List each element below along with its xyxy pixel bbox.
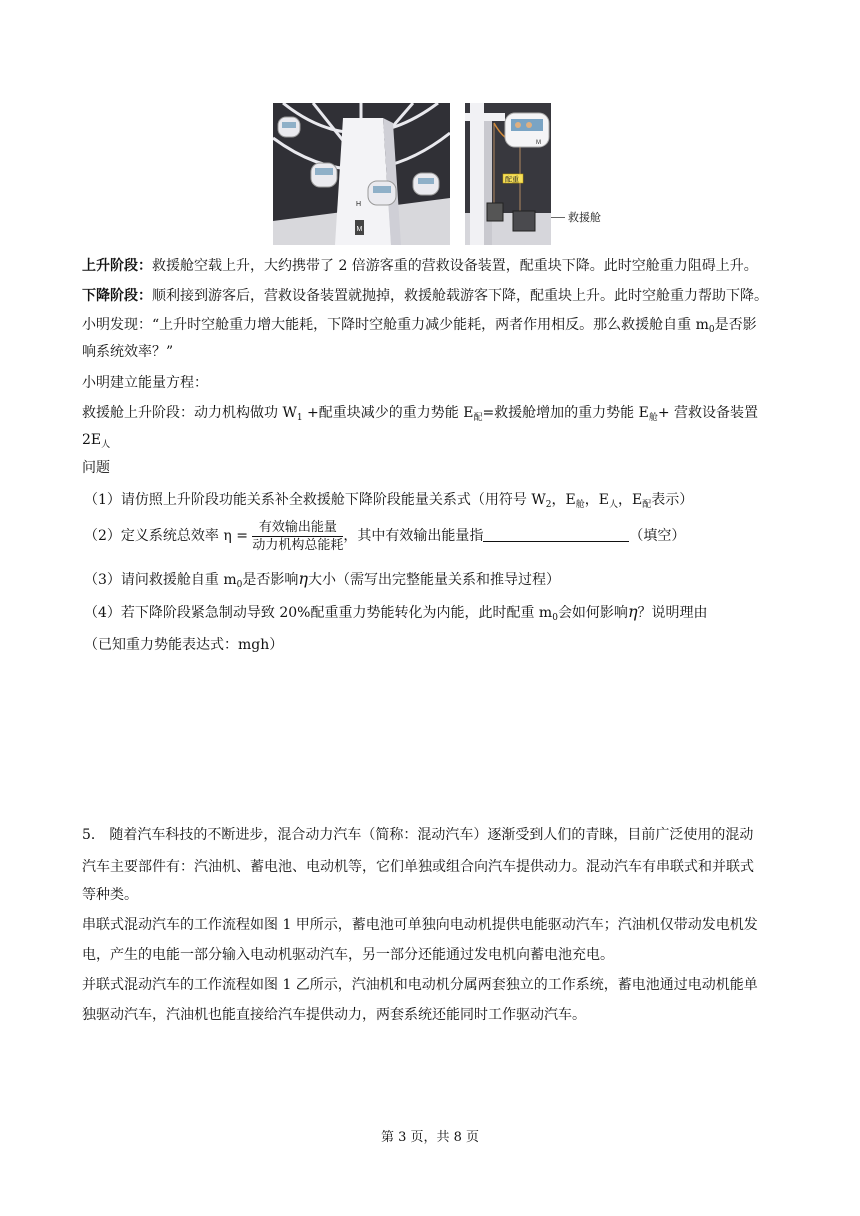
question-4: （4）若下降阶段紧急制动导致 20%配重重力势能转化为内能，此时配重 $m_0$会如何影响η？说明理由 <box>84 602 708 623</box>
problem-5-line-4: 串联式混动汽车的工作流程如图 1 甲所示，蓄电池可单独向电动机提供电能驱动汽车；汽油机仅带动发电机发 <box>82 917 758 933</box>
down-stage-line <box>82 286 768 306</box>
problem-5-line-2: 汽车主要部件有：汽油机、蓄电池、电动机等，它们单独或组合向汽车提供动力。混动汽车有串联式和并联式 <box>82 859 754 875</box>
ferris-wheel-drawing <box>273 103 450 245</box>
ferris-wheel-figure <box>273 103 450 245</box>
rescue-cabin-figure <box>465 103 551 245</box>
ming-build-line: 小明建立能量方程： <box>82 375 208 391</box>
question-2: （2）定义系统总效率 η = $\frac{\text{有效输出能量}}{\text{动力机构总能耗}}$ ，其中有效输出能量指 （填空） <box>84 519 686 553</box>
rescue-cabin-label: 救援舱 <box>568 211 601 224</box>
question-4-note: （已知重力势能表达式：mgh） <box>84 637 284 653</box>
up-stage-label: 上升阶段： <box>82 258 152 274</box>
down-stage-label: 下降阶段： <box>82 288 152 304</box>
problem-5-line-1: 5． 随着汽车科技的不断进步，混合动力汽车（简称：混动汽车）逐渐受到人们的青睐，目前广泛使用的混动 <box>82 827 754 843</box>
energy-equation-line-2: $2E_人$ <box>82 432 111 450</box>
fraction-denominator: 动力机构总能耗 <box>252 537 344 553</box>
rescue-cabin-drawing <box>465 103 551 245</box>
question-heading: 问题 <box>82 460 110 476</box>
energy-equation-line-1: 救援舱上升阶段：动力机构做功 $W_1$ +配重块减少的重力势能 $E_配=$救援舱增加的重力势能 $E_舱+$ 营救设备装置 <box>82 405 759 423</box>
svg-text:M: M <box>536 140 541 146</box>
ming-found-line-2: 响系统效率？” <box>82 344 174 360</box>
problem-5-line-5: 电，产生的电能一部分输入电动机驱动汽车，另一部分还能通过发电机向蓄电池充电。 <box>82 947 614 963</box>
question-3: （3）请问救援舱自重 $m_0$是否影响η大小（需写出完整能量关系和推导过程） <box>84 569 560 590</box>
problem-5-line-6: 并联式混动汽车的工作流程如图 1 乙所示，汽油机和电动机分属两套独立的工作系统，蓄电池通过电动机能单 <box>82 977 758 993</box>
fraction-numerator: 有效输出能量 <box>252 519 343 537</box>
efficiency-fraction <box>252 519 343 554</box>
counterweight-label: 配重 <box>505 175 519 184</box>
down-stage-text: 顺利接到游客后，营救设备装置就抛掉，救援舱载游客下降，配重块上升。此时空舱重力帮助下降。 <box>152 288 768 304</box>
svg-text:M: M <box>356 226 363 233</box>
ming-found-line-1: 小明发现：“上升时空舱重力增大能耗，下降时空舱重力减少能耗，两者作用相反。那么救援舱自重 $m_0$是否影 <box>82 317 757 335</box>
up-stage-line <box>82 256 758 276</box>
question-1: （1）请仿照上升阶段功能关系补全救援舱下降阶段能量关系式（用符号 $W_2$，$E_舱$，$E_人$，$E_配$表示） <box>84 492 694 510</box>
up-stage-text: 救援舱空载上升，大约携带了 2 倍游客重的营救设备装置，配重块下降。此时空舱重力阻碍上升。 <box>152 258 758 274</box>
problem-5-line-3: 等种类。 <box>82 887 138 903</box>
page-footer: 第 3 页，共 8 页 <box>380 1130 480 1145</box>
rescue-cabin-pointer-line <box>551 217 565 218</box>
answer-blank[interactable] <box>483 527 629 542</box>
h-marker: H <box>356 201 362 208</box>
problem-5-line-7: 独驱动汽车，汽油机也能直接给汽车提供动力，两套系统还能同时工作驱动汽车。 <box>82 1007 586 1023</box>
